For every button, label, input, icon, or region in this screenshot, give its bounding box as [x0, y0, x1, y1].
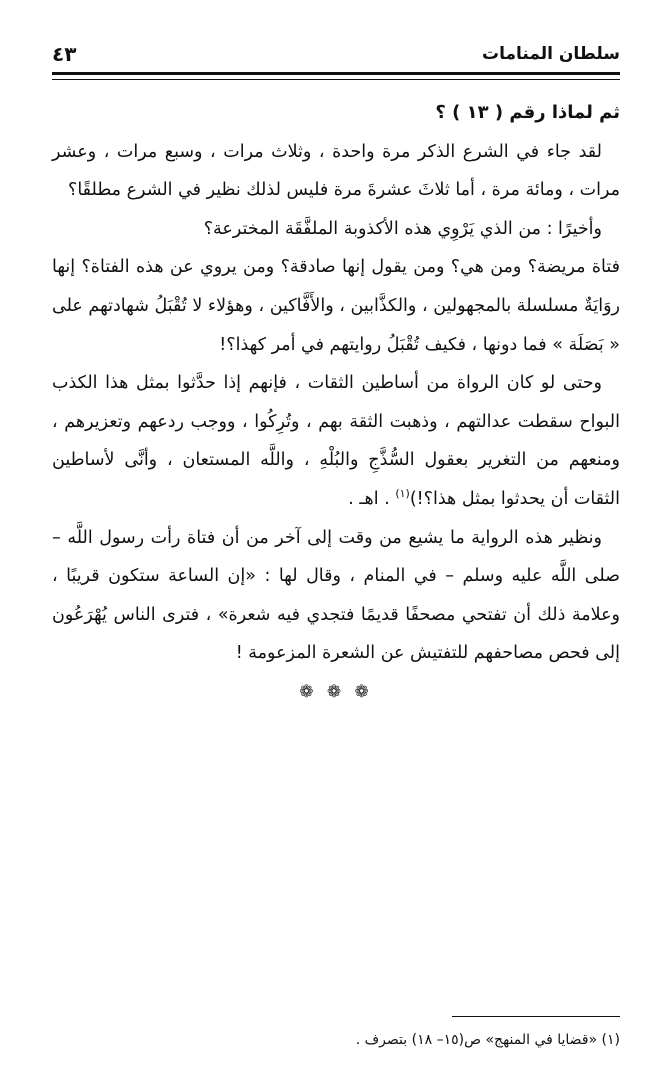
paragraph-4 [52, 364, 620, 518]
header-rule-thick [52, 72, 620, 75]
paragraph-2: وأخيرًا : من الذي يَرْوِي هذه الأكذوبة الملفَّقَة المخترعة؟ [203, 218, 602, 239]
page-header [52, 40, 620, 70]
paragraph-4-text: وحتى لو كان الرواة من أساطين الثقات ، فإنهم إذا حدَّثوا بمثل هذا الكذب البواح سقطت عدالتهم ، وذهبت الثقة بهم ، وتُرِكُوا ، ووجب ردعهم وتعزيرهم ، ومنعهم من التغرير بعقول السُّذَّجِ والبُلْهِ ، واللَّه المستعان ، وأنَّى لأساطين الثقات أن يحدثوا بمثل هذا؟!) [52, 373, 620, 509]
paragraph-1: لقد جاء في الشرع الذكر مرة واحدة ، وثلاث مرات ، وسبع مرات ، وعشر مرات ، ومائة مرة ، أما ثلاثَ عشرةَ مرة فليس لذلك نظير في الشرع مطلقًا؟ [52, 141, 620, 201]
page-number: ٤٣ [52, 42, 77, 66]
footnote-reference[interactable]: (١) [395, 487, 410, 501]
section-ornament: ❁ ❁ ❁ [299, 681, 373, 702]
paragraph-3: فتاة مريضة؟ ومن هي؟ ومن يقول إنها صادقة؟ ومن يروي عن هذه الفتاة؟ إنها روَايَةٌ مسلسلة بالمجهولين ، والكذَّابين ، والأَفَّاكين ، وهؤلاء لا تُقْبَلُ شهادتهم على « بَصَلَة » فما دونها ، فكيف تُقْبَلُ روايتهم في أمر كهذا؟! [52, 257, 620, 355]
header-rule-thin [52, 79, 620, 80]
footnote: (١) «قضايا في المنهج» ص(١٥– ١٨) بتصرف . [355, 1032, 620, 1048]
paragraph-5: ونظير هذه الرواية ما يشيع من وقت إلى آخر من أن فتاة رأت رسول اللَّه – صلى اللَّه عليه وسلم – في المنام ، وقال لها : «إن الساعة ستكون قريبًا ، وعلامة ذلك أن تفتحي مصحفًا قديمًا فتجدي فيه شعرة» ، فترى الناس يُهْرَعُون إلى فحص مصاحفهم للتفتيش عن الشعرة المزعومة ! [52, 527, 620, 664]
main-text [52, 94, 620, 711]
paragraph-4-end: . اهـ . [348, 488, 396, 509]
running-title: سلطان المنامات [482, 44, 620, 64]
section-heading: ثم لماذا رقم ( ١٣ ) ؟ [435, 102, 620, 123]
footnote-separator [452, 1016, 620, 1017]
